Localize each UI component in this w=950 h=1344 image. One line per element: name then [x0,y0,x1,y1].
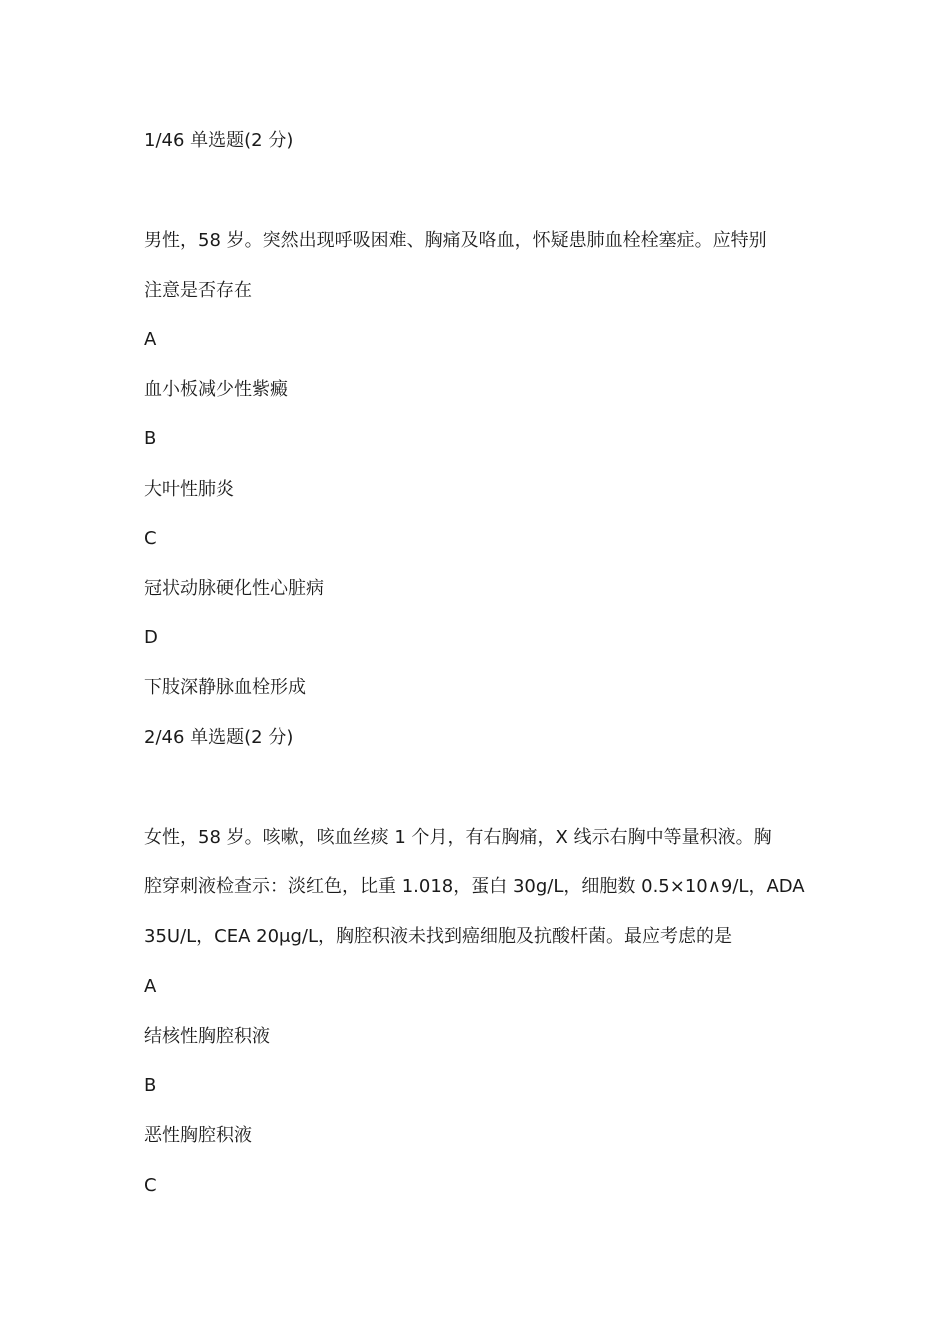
question-2-option-c-letter: C [144,1175,157,1196]
question-1-stem-line-2: 注意是否存在 [144,280,252,301]
question-1-option-a-letter: A [144,329,157,350]
question-1-option-c-letter: C [144,528,157,549]
question-2-stem-line-1: 女性，58 岁。咳嗽，咳血丝痰 1 个月，有右胸痛，X 线示右胸中等量积液。胸 [144,827,772,848]
question-2-option-a-letter: A [144,976,157,997]
question-1-option-c-text: 冠状动脉硬化性心脏病 [144,578,324,599]
question-2-option-b-letter: B [144,1075,157,1096]
question-1-option-d-letter: D [144,627,158,648]
question-2-option-a-text: 结核性胸腔积液 [144,1026,270,1047]
question-1-header: 1/46 单选题(2 分) [144,130,294,151]
question-1-option-d-text: 下肢深静脉血栓形成 [144,677,306,698]
question-2-stem-line-3: 35U/L，CEA 20μg/L，胸腔积液未找到癌细胞及抗酸杆菌。最应考虑的是 [144,926,733,947]
question-1-option-a-text: 血小板减少性紫癜 [144,379,288,400]
question-2-header: 2/46 单选题(2 分) [144,727,294,748]
question-1-option-b-text: 大叶性肺炎 [144,479,234,500]
question-2-option-b-text: 恶性胸腔积液 [144,1125,252,1146]
question-1-stem-line-1: 男性，58 岁。突然出现呼吸困难、胸痛及咯血，怀疑患肺血栓栓塞症。应特别 [144,230,767,251]
question-2-stem-line-2: 腔穿刺液检查示：淡红色，比重 1.018，蛋白 30g/L，细胞数 0.5×10∧9/L，ADA [144,876,805,897]
question-1-option-b-letter: B [144,428,157,449]
